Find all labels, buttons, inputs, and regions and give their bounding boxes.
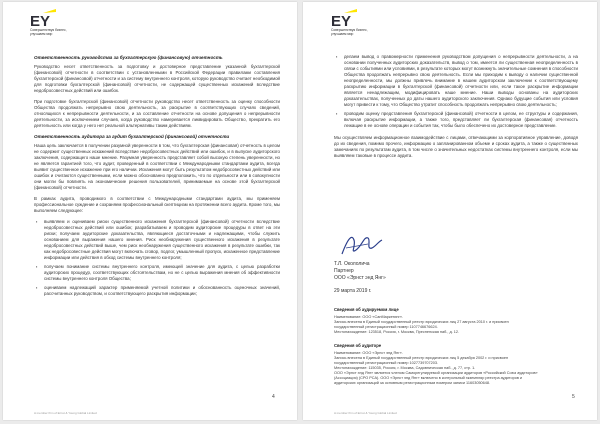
info-line: ООО «Эрнст энд Янг» является членом Саморегулируемой организации аудиторов «Российский Союз аудиторов» [334,371,538,375]
info-line: Местонахождение: 123518, Россия, г. Москва, Пресненская наб., д. 12. [334,330,460,334]
info-line: Запись внесена в Единый государственный реестр юридических лиц 5 декабря 2002 г. и присвоен [334,356,509,360]
paragraph: При подготовке бухгалтерской (финансовой) отчетности руководство несет ответственность за оценку способности Общества продолжать непрерывно свою деятельность, за раскрытие в соответствующих случаях сведений, относящихся к непрерывности деятельности, и за составление отчетности на основе допущения о непрерывности деятельности, за исключением случаев, когда руководство намеревается ликвидировать Общество, прекратить его деятельность или когда у него нет реальной альтернативы таким действиям. [34,99,280,128]
section-title-auditor-responsibility: Ответственность аудитора за аудит бухгалтерской (финансовой) отчетности [34,134,230,139]
footer-left: A member firm of Ernst & Young Global Limited [34,411,97,415]
svg-text:EY: EY [331,13,352,27]
info-line: Наименование: ООО «Эрнст энд Янг». [334,351,403,355]
bullet-list [34,219,280,297]
footer-right: A member firm of Ernst & Young Global Limited [334,411,397,415]
signature-block [334,261,386,295]
list-item: ▪ выявляем и оцениваем риски существенного искажения бухгалтерской (финансовой) отчетности вследствие недобросовестных действий или ошибок; разрабатываем и проводим аудиторские процедуры в ответ на эти риски; получаем аудиторские доказательства, являющиеся достаточными и надлежащими, чтобы служить основанием для выражения нашего мнения. Риск необнаружения существенного искажения в результате недобросовестных действий выше, чем риск необнаружения существенного искажения в результате ошибки, так как недобросовестные действия могут включать сговор, подлог, умышленный пропуск, искаженное представление информации или действия в обход системы внутреннего контроля; [34,219,280,261]
info-line: Запись внесена в Единый государственный реестр юридических лиц 27 августа 2010 г. и присвоен [334,320,509,324]
report-date: 29 марта 2019 г. [334,288,372,294]
paragraph: Руководство несет ответственность за подготовку и достоверное представление указанной бухгалтерской (финансовой) отчетности в соответствии с установленными в Российской Федерации правилами составления бухгалтерской (финансовой) отчетности и за систему внутреннего контроля, которую руководство считает необходимой для подготовки бухгалтерской (финансовой) отчетности, не содержащей существенных искажений вследствие недобросовестных действий или ошибок. [34,64,280,93]
info-section [334,307,578,386]
right-page-content [334,54,578,164]
bullet-list [334,54,578,129]
section-title-management-responsibility: Ответственность руководства за бухгалтерскую (финансовую) отчетность [34,55,223,60]
auditee-title: Сведения об аудируемом лице [334,307,399,312]
info-line: аудиторских организаций за основным регистрационным номером записи 11603050648. [334,381,491,385]
info-line: Наименование: ООО «СанМаркетинг». [334,315,404,319]
paragraph: Мы осуществляем информационное взаимодействие с лицами, отвечающими за корпоративное управление, доводя до их сведения, помимо прочего, информацию о запланированном объеме и сроках аудита, а также о существенных замечаниях по результатам аудита, в том числе о значительных недостатках системы внутреннего контроля, если мы выявляем таковые в процессе аудита. [334,135,578,158]
brand-tagline: Совершенствуя бизнес, улучшаем мир [30,28,67,36]
svg-text:EY: EY [30,13,51,27]
signature-icon [338,230,386,260]
signer-name: Т.Л. Окололича [334,261,370,267]
list-item: ▪ получаем понимание системы внутреннего контроля, имеющей значение для аудита, с целью разработки аудиторских процедур, соответствующих обстоятельствам, но не с целью выражения мнения об эффективности системы внутреннего контроля Общества; [34,264,280,282]
left-page-content [34,55,280,301]
ey-logo-right [331,9,371,36]
list-item: ▪ проводим оценку представления бухгалтерской (финансовой) отчетности в целом, ее структуры и содержания, включая раскрытие информации, а также того, представляет ли бухгалтерская (финансовая) отчетность лежащие в ее основе операции и события так, чтобы было обеспечено их достоверное представление. [334,111,578,129]
paragraph: Наша цель заключается в получении разумной уверенности в том, что бухгалтерская (финансовая) отчетность в целом не содержит существенных искажений вследствие недобросовестных действий или ошибок, и в выпуске аудиторского заключения, содержащего наше мнение. Разумная уверенность представляет собой высокую степень уверенности, но не является гарантией того, что аудит, проведенный в соответствии с Международными стандартами аудита, всегда выявит существенное искажение при его наличии. Искажения могут быть результатом недобросовестных действий или ошибок и считаются существенными, если можно обоснованно предположить, что по отдельности или в совокупности они могли бы повлиять на экономические решения пользователей, принимаемые на основе этой бухгалтерской (финансовой) отчетности. [34,143,280,190]
list-item: ▪ делаем вывод о правомерности применения руководством допущения о непрерывности деятельности, а на основании полученных аудиторских доказательств, вывод о том, имеется ли существенная неопределенность в связи с событиями или условиями, в результате которых могут возникнуть значительные сомнения в способности Общества продолжать непрерывно свою деятельность. Если мы приходим к выводу о наличии существенной неопределенности, мы должны привлечь внимание в нашем аудиторском заключении к соответствующему раскрытию информации в бухгалтерской (финансовой) отчетности или, если такое раскрытие информации является ненадлежащим, модифицировать наше мнение. Наши выводы основаны на аудиторских доказательствах, полученных до даты нашего аудиторского заключения. Однако будущие события или условия могут привести к тому, что Общество утратит способность продолжать непрерывно свою деятельность; [334,54,578,108]
page-number-right: 5 [572,394,575,400]
info-line: государственный регистрационный номер 1107746676624. [334,325,438,329]
signer-company: ООО «Эрнст энд Янг» [334,275,386,281]
list-item: ▪ оцениваем надлежащий характер применяемой учетной политики и обоснованность оценочных значений, рассчитанных руководством, и соответствующего раскрытия информации; [34,285,280,297]
info-line: государственный регистрационный номер 1027739707203. [334,361,439,365]
info-line: (Ассоциация) (СРО РСА). ООО «Эрнст энд Янг» включено в контрольный экземпляр реестра аудиторов и [334,376,523,380]
ey-logo-icon [331,9,357,27]
paragraph: В рамках аудита, проводимого в соответствии с Международными стандартами аудита, мы применяем профессиональное суждение и сохраняем профессиональный скептицизм на протяжении всего аудита. Кроме того, мы выполняем следующее: [34,196,280,213]
page-number-left: 4 [272,394,275,400]
info-line: Местонахождение: 115035, Россия, г. Москва, Садовническая наб., д. 77, стр. 1. [334,366,476,370]
ey-logo-icon [30,9,56,27]
brand-tagline: Совершенствуя бизнес, улучшаем мир [331,28,368,36]
ey-logo-left [30,9,70,36]
auditor-title: Сведения об аудиторе [334,343,382,348]
signer-role: Партнер [334,268,354,274]
